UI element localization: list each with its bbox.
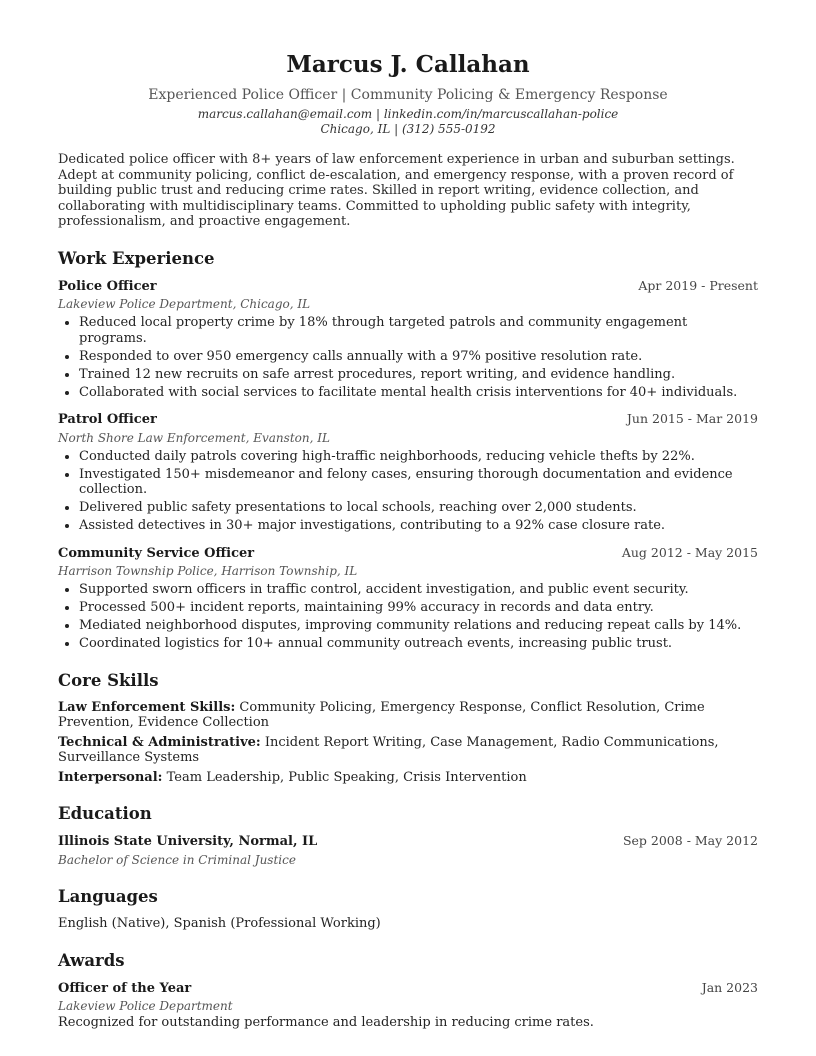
- resume-header: [58, 50, 758, 137]
- job-title: Community Service Officer: [58, 545, 255, 561]
- candidate-name: Marcus J. Callahan: [286, 51, 530, 78]
- job-entry: [58, 278, 758, 401]
- job-organization: North Shore Law Enforcement, Evanston, IL: [58, 430, 330, 445]
- skill-items: Team Leadership, Public Speaking, Crisis Intervention: [166, 769, 527, 785]
- section-title-languages: Languages: [58, 886, 158, 906]
- job-dates: Apr 2019 - Present: [638, 277, 758, 293]
- section-title-work-experience: Work Experience: [58, 248, 215, 268]
- job-bullets: [58, 582, 758, 652]
- professional-summary: Dedicated police officer with 8+ years of law enforcement experience in urban and suburban settings. Adept at community policing, conflict de-escalation, and emergency response, with a proven record of building public trust and reducing crime rates. Skilled in report writing, evidence collection, and collaborating with multidisciplinary teams. Committed to upholding public safety with integrity, professionalism, and proactive engagement.: [58, 152, 735, 229]
- contact-line-location-phone: Chicago, IL | (312) 555-0192: [320, 122, 496, 136]
- job-entry: [58, 545, 758, 652]
- job-title: Police Officer: [58, 278, 157, 294]
- skill-row: [58, 770, 758, 786]
- job-title: Patrol Officer: [58, 412, 157, 427]
- education-section: [58, 803, 758, 868]
- education-dates: Sep 2008 - May 2012: [622, 833, 758, 848]
- job-bullets: [58, 315, 758, 400]
- section-title-core-skills: Core Skills: [58, 670, 159, 690]
- core-skills-section: [58, 670, 758, 786]
- job-bullet: • Processed 500+ incident reports, maintaining 99% accuracy in records and data entry.: [79, 600, 758, 616]
- job-bullet: • Investigated 150+ misdemeanor and felony cases, ensuring thorough documentation and evidence collection.: [79, 467, 758, 498]
- job-dates: Aug 2012 - May 2015: [621, 544, 758, 560]
- job-bullet: • Conducted daily patrols covering high-traffic neighborhoods, reducing vehicle thefts by 22%.: [79, 449, 758, 465]
- skill-category: Interpersonal:: [58, 769, 163, 785]
- degree: Bachelor of Science in Criminal Justice: [58, 852, 296, 867]
- job-organization: Lakeview Police Department, Chicago, IL: [58, 297, 311, 311]
- skill-row: [58, 700, 758, 731]
- skill-category: Technical & Administrative:: [58, 734, 261, 750]
- award-organization: Lakeview Police Department: [58, 999, 233, 1013]
- school-name: Illinois State University, Normal, IL: [58, 834, 318, 849]
- job-bullet: • Assisted detectives in 30+ major investigations, contributing to a 92% case closure rate.: [79, 518, 758, 534]
- award-date: Jan 2023: [701, 979, 758, 995]
- section-title-awards: Awards: [58, 950, 125, 970]
- languages-section: [58, 886, 758, 932]
- job-bullet: • Delivered public safety presentations to local schools, reaching over 2,000 students.: [79, 500, 758, 516]
- work-experience-section: [58, 248, 758, 652]
- skill-category: Law Enforcement Skills:: [58, 699, 236, 715]
- awards-section: [58, 950, 758, 1031]
- job-bullet: • Supported sworn officers in traffic control, accident investigation, and public event security.: [79, 582, 758, 598]
- job-bullet: • Responded to over 950 emergency calls annually with a 97% positive resolution rate.: [79, 349, 758, 365]
- contact-line-email-linkedin: marcus.callahan@email.com | linkedin.com/in/marcuscallahan-police: [197, 107, 619, 121]
- job-organization: Harrison Township Police, Harrison Township, IL: [58, 564, 358, 578]
- candidate-headline: Experienced Police Officer | Community Policing & Emergency Response: [148, 87, 668, 103]
- job-dates: Jun 2015 - Mar 2019: [626, 411, 758, 426]
- job-bullets: [58, 449, 758, 534]
- languages-list: English (Native), Spanish (Professional Working): [58, 915, 381, 931]
- award-name: Officer of the Year: [58, 980, 192, 996]
- award-description: Recognized for outstanding performance and leadership in reducing crime rates.: [58, 1015, 594, 1030]
- job-bullet: • Trained 12 new recruits on safe arrest procedures, report writing, and evidence handling.: [79, 367, 758, 383]
- section-title-education: Education: [58, 804, 152, 823]
- job-entry: [58, 411, 758, 534]
- job-bullet: • Mediated neighborhood disputes, improving community relations and reducing repeat calls by 14%.: [79, 618, 758, 634]
- skill-row: [58, 735, 758, 766]
- job-bullet: • Collaborated with social services to facilitate mental health crisis interventions for 40+ individuals.: [79, 385, 758, 401]
- skill-items: Incident Report Writing, Case Management, Radio Communications, Surveillance Systems: [58, 734, 719, 765]
- job-bullet: • Coordinated logistics for 10+ annual community outreach events, increasing public trust.: [79, 636, 758, 652]
- job-bullet: • Reduced local property crime by 18% through targeted patrols and community engagement programs.: [79, 315, 758, 346]
- skill-items: Community Policing, Emergency Response, Conflict Resolution, Crime Prevention, Evidence Collection: [58, 699, 705, 730]
